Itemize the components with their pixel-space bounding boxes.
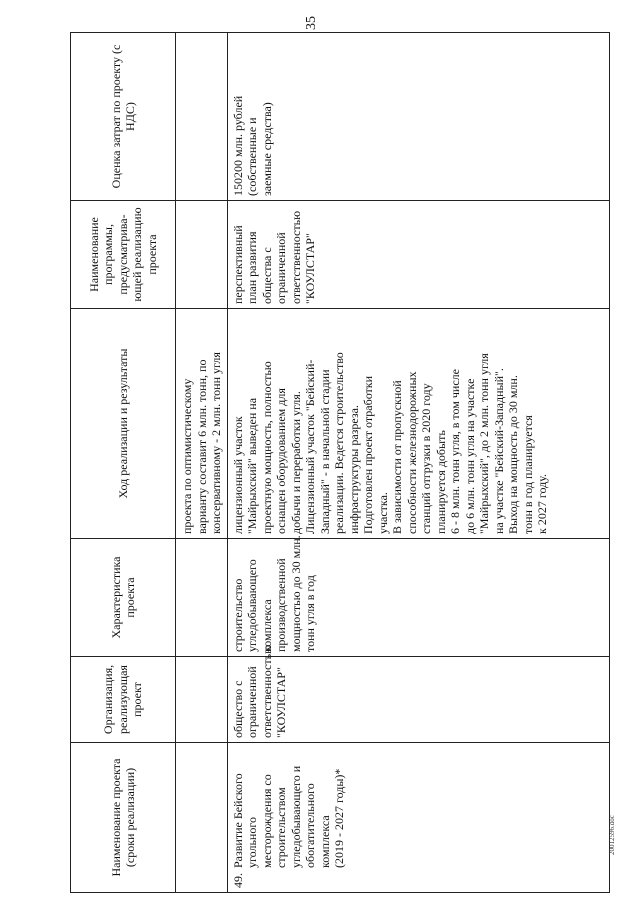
cost-cell (227, 33, 610, 201)
header-cost: Оценка затрат по проекту (с НДС) (71, 33, 176, 201)
continuation-line: проекта по оптимистическому (180, 378, 194, 534)
progress-line: Лицензионный участок "Бейский- (303, 359, 317, 534)
program-line: ограниченной (274, 232, 288, 304)
table-header-row (71, 33, 176, 893)
project-name-line: Развитие Бейского (230, 773, 245, 868)
project-name-line: комплекса (317, 815, 332, 868)
cost-line: (собственные и (245, 117, 259, 196)
header-program: Наименование программы, предусматрива-ющей реализацию проекта (71, 201, 176, 309)
organization-line: "КОУЛСТАР" (274, 667, 288, 738)
project-name-line: угольного (245, 817, 259, 868)
progress-cell (227, 309, 610, 539)
row-number: 49. (230, 873, 245, 888)
project-name-line: (2019 - 2027 годы)* (332, 768, 346, 868)
progress-line: на участке "Бейский-Западный". (491, 368, 506, 534)
project-name-line: месторождения со (259, 774, 274, 868)
page-number: 35 (304, 16, 319, 30)
progress-line: инфраструктуры разреза. (346, 405, 361, 534)
document-id: 20012596.doc (608, 815, 616, 855)
project-name-line: обогатительного (303, 783, 317, 868)
project-table-wrapper (70, 33, 610, 893)
progress-line: Западный" - в начальной стадии (317, 369, 332, 534)
program-cell (227, 201, 610, 309)
organization-line: ограниченной (245, 666, 259, 738)
program-line: перспективный (230, 225, 245, 304)
cost-line: заемные средства) (259, 102, 274, 196)
progress-line: "Майрыхский" выведен на (245, 397, 259, 534)
characteristics-line: комплекса (259, 599, 274, 652)
project-name-cell (227, 743, 610, 893)
table-row-continuation (176, 33, 228, 893)
header-progress: Ход реализации и результаты (71, 309, 176, 539)
characteristics-line: строительство (230, 578, 245, 652)
characteristics-line: мощностью до 30 млн. (288, 535, 303, 652)
header-characteristics: Характеристика проекта (71, 539, 176, 657)
continuation-line: варианту составит 6 млн. тонн, по (194, 359, 209, 534)
progress-line: лицензионный участок (230, 416, 245, 534)
cost-line: 150200 млн. рублей (230, 95, 245, 196)
progress-line: оснащен оборудованием для (274, 388, 288, 534)
project-table (70, 32, 610, 893)
progress-line: добычи и переработки угля. (288, 391, 303, 534)
progress-line: "Майрыхский", до 2 млн. тонн угля (477, 353, 491, 534)
continuation-progress-cell (176, 309, 228, 539)
characteristics-line: угледобывающего (245, 559, 259, 652)
program-line: ответственностью (288, 210, 303, 304)
organization-line: общество с (230, 680, 245, 738)
characteristics-line: тонн угля в год (303, 575, 317, 652)
progress-line: проектную мощность, полностью (259, 361, 274, 534)
progress-line: станций отгрузки в 2020 году (419, 383, 433, 534)
progress-line: реализации. Ведется строительство (332, 352, 346, 534)
organization-line: ответственностью (259, 644, 274, 738)
characteristics-line: производственной (274, 558, 288, 652)
organization-cell (227, 644, 610, 743)
program-line: общества с (259, 247, 274, 304)
program-line: "КОУЛСТАР" (303, 233, 317, 304)
progress-line: тонн в год планируется (520, 415, 535, 534)
progress-line: участка. (375, 492, 390, 534)
header-project-name: Наименование проекта (сроки реализации) (71, 743, 176, 893)
progress-line: способности железнодорожных (404, 371, 419, 534)
progress-line: планируется добыть (433, 430, 448, 534)
characteristics-cell (227, 535, 610, 657)
progress-line: Подготовлен проект отработки (361, 375, 375, 534)
progress-line: до 6 млн. тонн угля на участке (462, 378, 477, 534)
table-row-49 (227, 33, 610, 893)
header-organization: Организация, реализующая проект (71, 657, 176, 743)
project-name-line: угледобывающего и (288, 765, 303, 868)
progress-line: Выход на мощность до 30 млн. (506, 375, 520, 534)
progress-line: В зависимости от пропускной (390, 380, 404, 534)
progress-line: к 2027 году. (535, 473, 549, 534)
continuation-line: консервативному - 2 млн. тонн угля (209, 352, 223, 534)
progress-line: 6 - 8 млн. тонн угля, в том числе (448, 369, 462, 534)
program-line: план развития (245, 231, 259, 304)
project-name-line: строительством (274, 787, 288, 868)
